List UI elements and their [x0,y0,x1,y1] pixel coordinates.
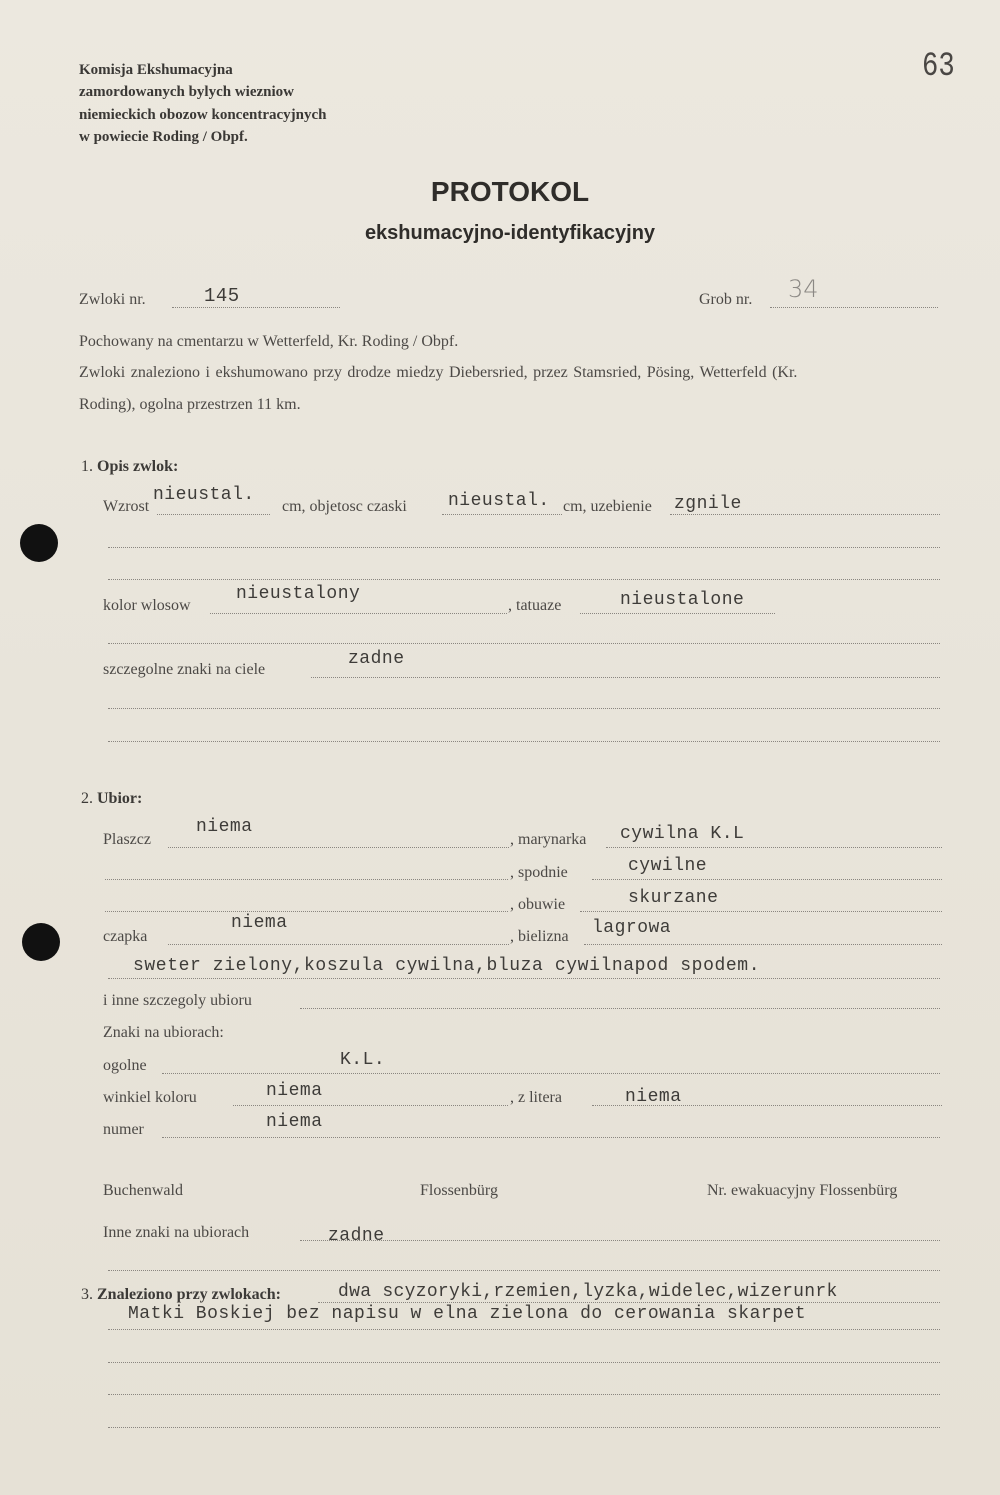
znaleziono-line-2: Matki Boskiej bez napisu w elna zielona do cerowania skarpet [128,1304,807,1324]
plaszcz-label: Plaszcz [103,831,151,848]
numer-underline [162,1137,940,1138]
section-1-title: Opis zwlok: [97,458,179,475]
tatuaze-label: , tatuaze [508,597,562,614]
bielizna-label: , bielizna [510,928,569,945]
czapka-label: czapka [103,928,148,945]
punch-hole-top [20,524,58,562]
opis-blank-line-4 [108,708,940,709]
znaleziono-blank-line-1 [108,1362,940,1363]
marynarka-label: , marynarka [510,831,587,848]
czaszka-value: nieustal. [448,491,550,511]
spodnie-label: , spodnie [510,864,568,881]
org-line-1: Komisja Ekshumacyjna [79,62,233,78]
flossenburg-label: Flossenbürg [420,1182,498,1199]
org-line-3: niemieckich obozow koncentracyjnych [79,107,327,123]
info-line-2: Zwloki znaleziono i ekshumowano przy drodze miedzy Diebersried, przez Stamsried, Pösing, Wetterfeld (Kr. [79,364,798,381]
cm-czaski-label: cm, objetosc czaski [282,498,407,515]
section-1-number: 1. [81,458,93,475]
section-3-title: Znaleziono przy zwlokach: [97,1286,281,1303]
opis-blank-line-1 [108,547,940,548]
znaleziono-line-1: dwa scyzoryki,rzemien,lyzka,widelec,wizerunrk [338,1282,838,1302]
zwloki-number: 145 [204,285,240,307]
czapka-value: niema [231,913,288,933]
tatuaze-value: nieustalone [620,590,745,610]
wzrost-value: nieustal. [153,485,255,505]
inne-znaki-underline [300,1240,940,1241]
document-subtitle: ekshumacyjno-identyfikacyjny [364,222,656,244]
bielizna-underline [584,944,942,945]
punch-hole-bottom [22,923,60,961]
uzebienie-underline [670,514,940,515]
plaszcz-underline [168,847,509,848]
document-title: PROTOKOL [430,176,590,207]
nr-ewakuacyjny-label: Nr. ewakuacyjny Flossenbürg [707,1182,898,1199]
wlosy-label: kolor wlosow [103,597,191,614]
marynarka-value: cywilna K.L [620,824,745,844]
plaszcz-value: niema [196,817,253,837]
section-2-number: 2. [81,790,93,807]
page-number: 63 [922,48,955,86]
zwloki-label: Zwloki nr. [79,291,146,308]
inne-znaki-label: Inne znaki na ubiorach [103,1224,250,1241]
winkiel-underline [233,1105,508,1106]
grob-number: 34 [788,275,819,303]
obuwie-underline [580,911,942,912]
znaki-ciele-label: szczegolne znaki na ciele [103,661,266,678]
znaki-ciele-underline [311,677,940,678]
section-2-title: Ubior: [97,790,143,807]
litera-label: , z litera [510,1089,562,1106]
wlosy-underline [210,613,507,614]
info-line-3: Roding), ogolna przestrzen 11 km. [79,396,301,413]
org-line-4: w powiecie Roding / Obpf. [79,129,248,145]
znaki-ubiorach-heading: Znaki na ubiorach: [103,1024,224,1041]
opis-blank-line-3 [108,643,940,644]
obuwie-label: , obuwie [510,896,566,913]
bielizna-value: lagrowa [592,918,672,938]
czaszka-underline [442,514,562,515]
numer-label: numer [103,1121,144,1138]
grob-underline [770,307,938,308]
inne-znaki-value: zadne [328,1226,385,1246]
znaleziono-blank-line-2 [108,1394,940,1395]
cm-uzebienie-label: cm, uzebienie [563,498,652,515]
section-3-number: 3. [81,1286,93,1303]
grob-label: Grob nr. [699,291,753,308]
ubior-blank-line-1 [105,879,508,880]
wlosy-value: nieustalony [236,584,361,604]
obuwie-value: skurzane [628,888,719,908]
section-1-heading [81,458,178,476]
info-line-1: Pochowany na cmentarzu w Wetterfeld, Kr. Roding / Obpf. [79,333,459,350]
opis-blank-line-2 [108,579,940,580]
uzebienie-value: zgnile [674,494,742,514]
inne-ubior-value: sweter zielony,koszula cywilna,bluza cywilnapod spodem. [133,956,761,976]
spodnie-value: cywilne [628,856,708,876]
tatuaze-underline [580,613,775,614]
buchenwald-label: Buchenwald [103,1182,183,1199]
ogolne-value: K.L. [340,1050,386,1070]
litera-value: niema [625,1087,682,1107]
numer-value: niema [266,1112,323,1132]
ubior-blank-line-3 [108,1270,940,1271]
wzrost-underline [157,514,270,515]
spodnie-underline [592,879,942,880]
inne-ubior-label: i inne szczegoly ubioru [103,992,252,1009]
znaleziono-underline-2 [108,1329,940,1330]
ogolne-underline [162,1073,940,1074]
marynarka-underline [606,847,942,848]
wzrost-label: Wzrost [103,498,150,515]
section-3-heading [81,1286,281,1304]
opis-blank-line-5 [108,741,940,742]
ubior-blank-line-2 [105,911,508,912]
winkiel-label: winkiel koloru [103,1089,197,1106]
section-2-heading [81,790,142,808]
inne-ubior-top-underline [108,978,940,979]
org-line-2: zamordowanych bylych wiezniow [79,84,294,100]
znaleziono-blank-line-3 [108,1427,940,1428]
czapka-underline [168,944,509,945]
inne-ubior-underline [300,1008,940,1009]
znaleziono-underline-1 [318,1302,940,1303]
winkiel-value: niema [266,1081,323,1101]
ogolne-label: ogolne [103,1057,147,1074]
zwloki-underline [172,307,340,308]
znaki-ciele-value: zadne [348,649,405,669]
